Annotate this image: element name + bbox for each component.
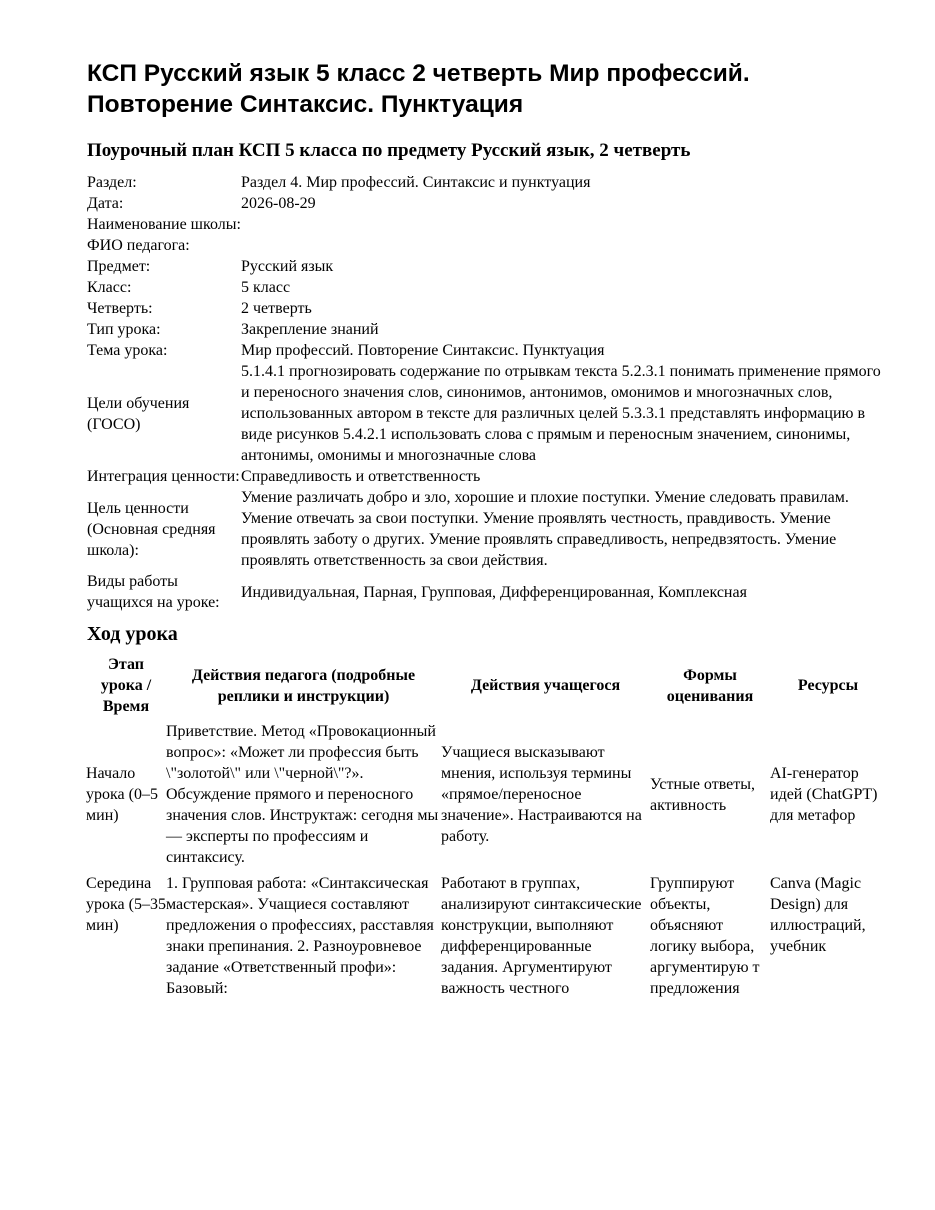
- info-label: Класс:: [87, 279, 132, 296]
- info-label: Виды работы учащихся на уроке:: [87, 573, 220, 611]
- info-value: Индивидуальная, Парная, Групповая, Дифференцированная, Комплексная: [241, 583, 747, 601]
- info-label: Дата:: [87, 195, 124, 212]
- info-value: [241, 235, 887, 256]
- info-row-value-goal: [87, 487, 887, 571]
- info-label: Раздел:: [87, 174, 137, 191]
- info-row-quarter: [87, 298, 887, 319]
- info-row-work-types: [87, 571, 887, 613]
- info-value: [241, 214, 887, 235]
- info-row-topic: [87, 340, 887, 361]
- info-label: Интеграция ценности:: [87, 468, 240, 485]
- document-page: [87, 58, 887, 1004]
- cell-teacher: Приветствие. Метод «Провокационный вопрос»: «Может ли профессия быть \"золотой\" или \"черной\"?». Обсуждение прямого и переносного значения слов. Инструктаж: сегодня мы — эксперты по профессиям и синтаксису.: [166, 723, 439, 866]
- table-row: [86, 873, 886, 1004]
- info-value: Мир профессий. Повторение Синтаксис. Пунктуация: [241, 342, 605, 359]
- info-value: 5.1.4.1 прогнозировать содержание по отрывкам текста 5.2.3.1 понимать применение прямого и переносного значения слов, синонимов, антонимов, омонимов и многозначных слов, использованных автором в тексте для различных целей 5.3.3.1 представлять информацию в виде рисунков 5.4.2.1 использовать слова с прямым и переносным значением, синонимы, антонимы, омонимы и многозначные слова: [241, 363, 881, 464]
- info-label: Предмет:: [87, 258, 151, 275]
- info-table: [87, 172, 887, 613]
- cell-teacher: 1. Групповая работа: «Синтаксическая мастерская». Учащиеся составляют предложения о профессиях, расставляя знаки препинания. 2. Разноуровневое задание «Ответственный профи»: Базовый:: [166, 875, 434, 997]
- column-header-teacher: Действия педагога (подробные реплики и инструкции): [191, 666, 416, 705]
- info-row-grade: [87, 277, 887, 298]
- cell-resources: Canva (Magic Design) для иллюстраций, учебник: [770, 875, 866, 955]
- info-row-school: [87, 214, 887, 235]
- info-value: 2 четверть: [241, 300, 312, 317]
- info-value: Закрепление знаний: [241, 321, 379, 338]
- lesson-heading: Ход урока: [87, 623, 178, 645]
- info-value: Раздел 4. Мир профессий. Синтаксис и пунктуация: [241, 174, 591, 191]
- cell-assessment: Группируют объекты, объясняют логику выбора, аргументирую т предложения: [650, 875, 760, 997]
- info-row-section: [87, 172, 887, 193]
- info-label: Цель ценности (Основная средняя школа):: [87, 499, 216, 559]
- cell-student: Работают в группах, анализируют синтаксические конструкции, выполняют дифференцированные задания. Аргументируют важность честного: [441, 875, 642, 997]
- cell-stage: Середина урока (5–35 мин): [86, 875, 166, 934]
- cell-student: Учащиеся высказывают мнения, используя термины «прямое/переносное значение». Настраиваются на работу.: [441, 744, 642, 845]
- table-row: [86, 721, 886, 873]
- column-header-student: Действия учащегося: [470, 677, 621, 694]
- cell-stage: Начало урока (0–5 мин): [86, 765, 158, 824]
- info-value: 2026-08-29: [241, 195, 316, 212]
- info-label: Четверть:: [87, 300, 153, 317]
- info-label: Тема урока:: [87, 342, 168, 359]
- info-label: Цели обучения (ГОСО): [87, 394, 190, 433]
- info-row-date: [87, 193, 887, 214]
- info-label: ФИО педагога:: [87, 237, 190, 254]
- info-value: Умение различать добро и зло, хорошие и плохие поступки. Умение следовать правилам. Умение отвечать за свои поступки. Умение проявлять честность, правдивость. Умение проявлять заботу о других. Умение проявлять справедливость, непредвзятость. Умение проявлять ответственность за свои действия.: [241, 489, 849, 569]
- document-subtitle: Поурочный план КСП 5 класса по предмету Русский язык, 2 четверть: [87, 140, 691, 161]
- info-row-goals: [87, 361, 887, 466]
- info-row-subject: [87, 256, 887, 277]
- info-value: Справедливость и ответственность: [241, 468, 481, 485]
- info-label: Наименование школы:: [87, 216, 241, 233]
- lesson-table-header-row: [86, 654, 886, 721]
- column-header-resources: Ресурсы: [797, 677, 859, 694]
- info-label: Тип урока:: [87, 321, 161, 338]
- cell-assessment: Устные ответы, активность: [650, 775, 755, 814]
- lesson-table: [86, 654, 886, 1004]
- column-header-stage: Этап урока / Время: [100, 656, 152, 715]
- document-title: КСП Русский язык 5 класс 2 четверть Мир профессий. Повторение Синтаксис. Пунктуация: [87, 60, 750, 118]
- cell-resources: AI-генератор идей (ChatGPT) для метафор: [770, 765, 878, 824]
- info-row-lesson-type: [87, 319, 887, 340]
- info-value: 5 класс: [241, 279, 291, 296]
- column-header-assessment: Формы оценивания: [666, 666, 754, 705]
- info-value: Русский язык: [241, 258, 334, 275]
- info-row-teacher: [87, 235, 887, 256]
- info-row-value-integration: [87, 466, 887, 487]
